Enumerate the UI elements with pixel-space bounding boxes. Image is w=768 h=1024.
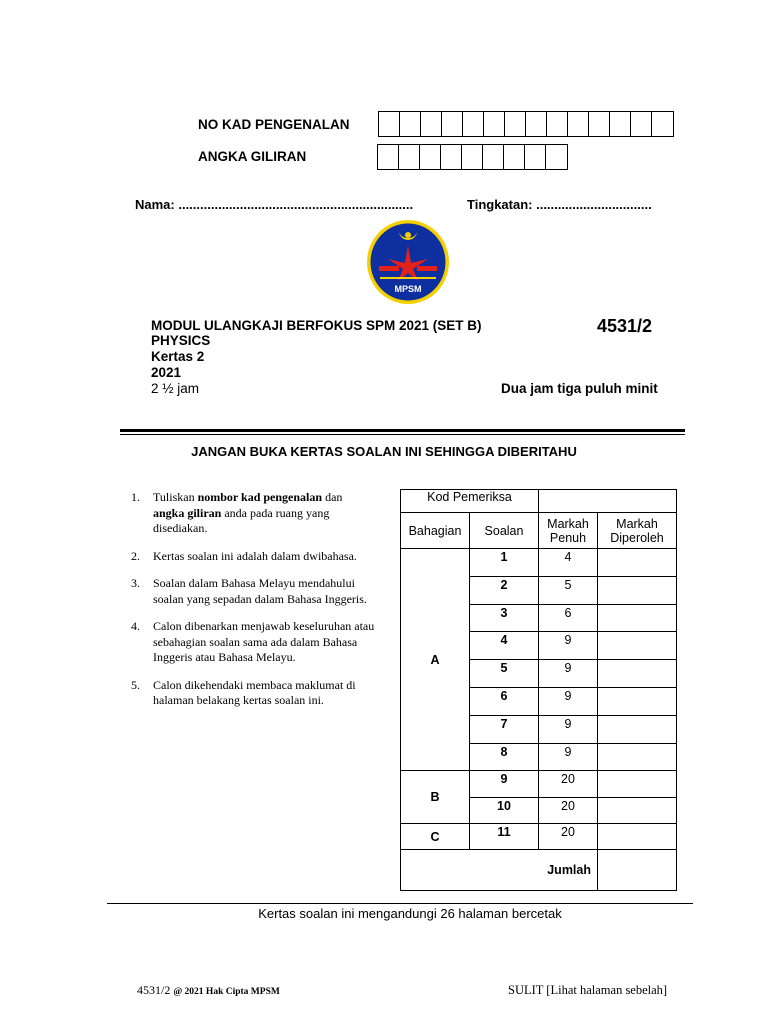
instruction-text: anda pada ruang yang disediakan. [153,505,330,535]
full-marks: 9 [539,743,598,771]
divider-top-thin [120,434,685,435]
digit-box[interactable] [399,145,420,169]
header-markah-diperoleh: Markah Diperoleh [598,513,677,549]
warning-text: JANGAN BUKA KERTAS SOALAN INI SEHINGGA DIBERITAHU [191,444,577,459]
instruction-text: angka giliran [153,505,222,520]
question-number: 1 [470,549,539,577]
page-count-note: Kertas soalan ini mengandungi 26 halaman bercetak [258,906,562,921]
instruction-item [131,549,375,565]
marks-obtained-field[interactable] [598,743,677,771]
instruction-number: 4. [131,619,140,633]
header-bahagian: Bahagian [401,513,470,549]
examiner-code-field[interactable] [539,490,677,513]
digit-box[interactable] [568,112,589,136]
footer-left [137,983,280,998]
table-row [401,549,677,577]
form-field[interactable]: Tingkatan: ................................ [467,197,652,212]
digit-box[interactable] [484,112,505,136]
instruction-text: Soalan dalam Bahasa Melayu mendahului soalan yang sepadan dalam Bahasa Inggeris. [153,576,367,606]
instruction-text: nombor kad pengenalan [197,490,323,504]
divider-bottom [107,903,693,904]
full-marks: 9 [539,687,598,715]
digit-box[interactable] [379,112,400,136]
question-number: 6 [470,687,539,715]
digit-box[interactable] [442,112,463,136]
instruction-item [131,490,375,537]
digit-box[interactable] [610,112,631,136]
section-label: A [401,549,470,771]
instruction-number: 3. [131,576,140,590]
instruction-text: Tuliskan [153,490,198,504]
digit-box[interactable] [483,145,504,169]
digit-box[interactable] [421,112,442,136]
question-number: 7 [470,715,539,743]
roll-number-boxes[interactable] [377,144,568,170]
marks-obtained-field[interactable] [598,576,677,604]
table-row [401,771,677,798]
instruction-item [131,576,375,607]
instruction-text: Kertas soalan ini adalah dalam dwibahasa. [153,548,357,563]
instruction-text: Calon dikehendaki membaca maklumat di halaman belakang kertas soalan ini. [153,677,356,707]
header-markah-penuh: Markah Penuh [539,513,598,549]
instruction-item [131,678,375,709]
full-marks: 20 [539,824,598,850]
digit-box[interactable] [441,145,462,169]
instruction-number: 2. [131,548,140,563]
marks-obtained-field[interactable] [598,824,677,850]
ic-number-label: NO KAD PENGENALAN [198,117,350,132]
paper-code: 4531/2 [597,316,653,336]
total-field[interactable] [598,850,677,891]
marks-obtained-field[interactable] [598,604,677,632]
full-marks: 20 [539,797,598,824]
full-marks: 9 [539,660,598,688]
mpsm-logo [366,219,450,305]
question-number: 4 [470,632,539,660]
footer-code: 4531/2 [137,983,171,997]
name-field[interactable]: Nama: ................................................................. [135,197,414,212]
full-marks: 20 [539,771,598,798]
digit-box[interactable] [589,112,610,136]
question-number: 11 [470,824,539,850]
question-number: 3 [470,604,539,632]
marks-table [400,489,677,891]
marks-obtained-field[interactable] [598,797,677,824]
marks-obtained-field[interactable] [598,549,677,577]
marks-obtained-field[interactable] [598,660,677,688]
question-number: 8 [470,743,539,771]
marks-obtained-field[interactable] [598,632,677,660]
total-label: Jumlah [401,850,598,891]
year: 2021 [151,365,182,380]
full-marks: 9 [539,632,598,660]
divider-top [120,429,685,432]
question-number: 10 [470,797,539,824]
digit-box[interactable] [547,112,568,136]
digit-box[interactable] [546,145,567,169]
instruction-text: Calon dibenarkan menjawab keseluruhan atau sebahagian soalan sama ada dalam Bahasa Inggeris atau Bahasa Melayu. [153,619,375,664]
question-number: 5 [470,660,539,688]
digit-box[interactable] [378,145,399,169]
digit-box[interactable] [525,145,546,169]
digit-box[interactable] [526,112,547,136]
instruction-number: 1. [131,490,140,504]
full-marks: 6 [539,604,598,632]
subject: PHYSICS [151,333,211,348]
marks-obtained-field[interactable] [598,771,677,798]
table-row [401,824,677,850]
footer-right: SULIT [Lihat halaman sebelah] [508,983,668,997]
digit-box[interactable] [462,145,483,169]
module-title: MODUL ULANGKAJI BERFOKUS SPM 2021 (SET B) [151,318,482,333]
instruction-item [131,619,375,666]
header-soalan: Soalan [470,513,539,549]
digit-box[interactable] [652,112,673,136]
paper-number: Kertas 2 [151,349,205,364]
marks-obtained-field[interactable] [598,715,677,743]
digit-box[interactable] [420,145,441,169]
marks-obtained-field[interactable] [598,687,677,715]
section-label: C [401,824,470,850]
full-marks: 9 [539,715,598,743]
examiner-code-label: Kod Pemeriksa [401,490,539,513]
instruction-number: 5. [131,677,140,692]
duration: 2 ½ jam [151,381,200,396]
digit-box[interactable] [504,145,525,169]
logo-text: MPSM [394,284,422,294]
question-number: 9 [470,771,539,798]
ic-number-boxes[interactable] [378,111,674,137]
digit-box[interactable] [400,112,421,136]
question-number: 2 [470,576,539,604]
full-marks: 4 [539,549,598,577]
roll-number-label: ANGKA GILIRAN [198,149,307,164]
digit-box[interactable] [631,112,652,136]
full-marks: 5 [539,576,598,604]
footer-copyright: @ 2021 Hak Cipta MPSM [173,987,280,997]
digit-box[interactable] [463,112,484,136]
instruction-text: dan [322,490,343,504]
digit-box[interactable] [505,112,526,136]
section-label: B [401,771,470,824]
instructions-list [131,490,375,721]
duration-words: Dua jam tiga puluh minit [501,381,658,396]
